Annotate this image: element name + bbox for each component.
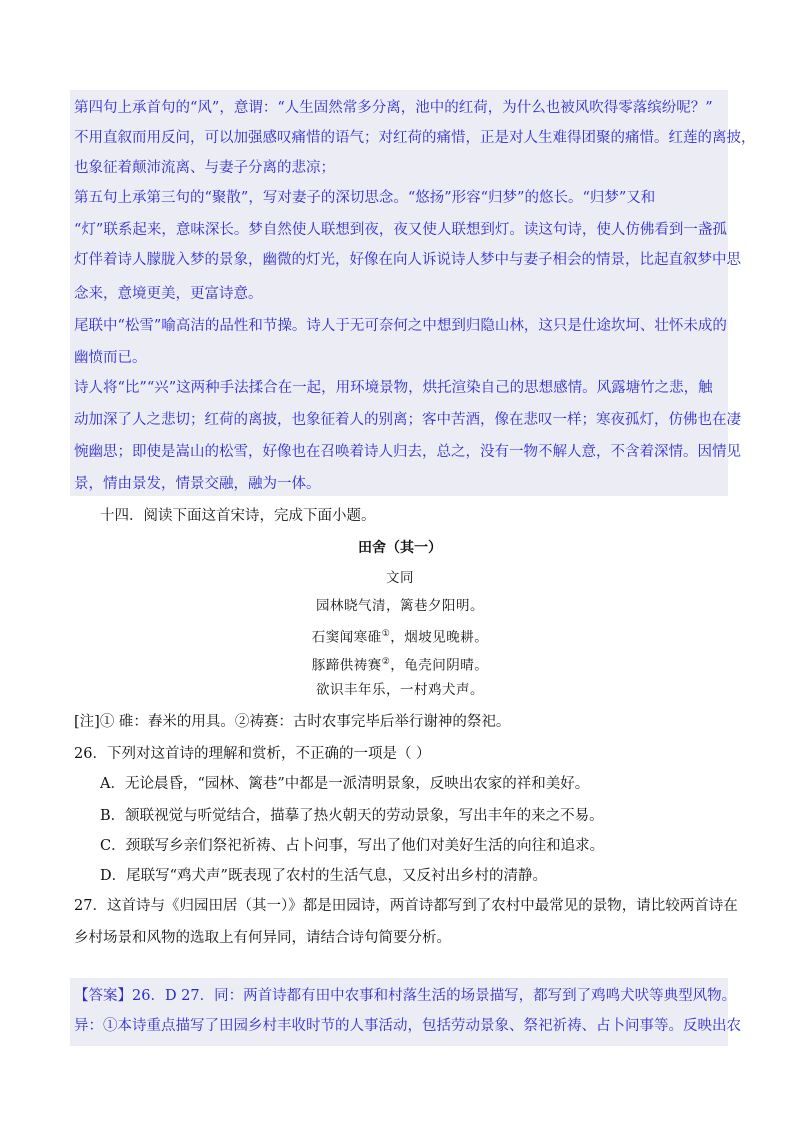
poem-author: 文同 [386,570,414,586]
analysis-line: 尾联中“松雪”喻高洁的品性和节操。诗人于无可奈何之中想到归隐山林，这只是仕途坎坷、壮怀未成的 [74,318,727,334]
poem-line-3 [0,652,800,676]
question-26-option-a: A．无论晨昏，“园林、篱巷”中都是一派清明景象，反映出农家的祥和美好。 [100,776,590,792]
analysis-line: 诗人将“比”“兴”这两种手法揉合在一起，用环境景物，烘托渲染自己的思想感情。风露塘竹之悲，触 [74,380,713,396]
section-heading: 十四．阅读下面这首宋诗，完成下面小题。 [100,508,376,524]
poem-line-2-b: ，烟坡见晚耕。 [390,629,489,646]
poem-note: [注]① 碓：舂米的用具。②祷赛：古时农事完毕后举行谢神的祭祀。 [74,714,511,730]
poem-title: 田舍（其一） [358,540,442,556]
note-mark-1: ① [381,629,391,639]
answer-tag: 【答案】 [74,988,132,1004]
analysis-line: 不用直叙而用反问，可以加强感叹痛惜的语气；对红荷的痛惜，正是对人生难得团聚的痛惜。红莲的离披， [74,130,756,146]
analysis-line: 景，情由景发，情景交融，融为一体。 [74,476,321,492]
question-26-option-d: D．尾联写“鸡犬声”既表现了农村的生活气息，又反衬出乡村的清静。 [100,868,547,884]
poem-line-4: 欲识丰年乐，一村鸡犬声。 [316,682,484,698]
analysis-line: 第五句上承第三句的“聚散”，写对妻子的深切思念。“悠扬”形容“归梦”的悠长。“归梦”又和 [74,190,656,206]
answer-line-1 [74,986,736,1006]
analysis-line: 幽愤而已。 [74,350,147,366]
analysis-line: “灯”联系起来，意味深长。梦自然使人联想到夜，夜又使人联想到灯。读这句诗，使人仿佛看到一盏孤 [74,222,727,238]
question-26-stem: 26．下列对这首诗的理解和赏析，不正确的一项是（ ） [74,746,431,762]
note-mark-2: ② [381,657,391,667]
answer-line-2: 异：①本诗重点描写了田园乡村丰收时节的人事活动，包括劳动景象、祭祀祈祷、占卜问事等。反映出农 [74,1018,741,1034]
question-26-option-c: C．颈联写乡亲们祭祀祈祷、占卜问事，写出了他们对美好生活的向往和追求。 [100,838,605,854]
poem-line-3-b: ，龟壳问阴晴。 [390,657,489,674]
analysis-line: 第四句上承首句的“风”，意谓：“人生固然常多分离，池中的红荷，为什么也被风吹得零落缤纷呢？” [74,100,713,116]
poem-line-3-a: 豚蹄供祷赛 [311,657,382,674]
question-27-line-1: 27．这首诗与《归园田居（其一）》都是田园诗，两首诗都写到了农村中最常见的景物，请比较两首诗在 [74,898,738,914]
analysis-line: 动加深了人之悲切；红荷的离披，也象征着人的别离；客中苦酒，像在悲叹一样；寒夜孤灯，仿佛也在凄 [74,412,741,428]
answer-line-1-text: 26．D 27．同：两首诗都有田中农事和村落生活的场景描写，都写到了鸡鸣犬吠等典型风物。 [132,988,737,1004]
analysis-line: 惋幽思；即使是嵩山的松雪，好像也在召唤着诗人归去，总之，没有一物不解人意，不含着深情。因情见 [74,444,741,460]
analysis-line: 念来，意境更美，更富诗意。 [74,286,263,302]
poem-line-1: 园林晓气清，篱巷夕阳明。 [316,598,484,614]
poem-line-2-a: 石窦闻寒碓 [311,629,382,646]
poem-line-2 [0,624,800,648]
analysis-line: 灯伴着诗人朦胧入梦的景象，幽微的灯光，好像在向人诉说诗人梦中与妻子相会的情景，比起直叙梦中思 [74,252,741,268]
question-26-option-b: B．颔联视觉与听觉结合，描摹了热火朝天的劳动景象，写出丰年的来之不易。 [100,808,604,824]
question-27-line-2: 乡村场景和风物的选取上有何异同，请结合诗句简要分析。 [74,930,451,946]
analysis-line: 也象征着颠沛流离、与妻子分离的悲凉； [74,160,335,176]
